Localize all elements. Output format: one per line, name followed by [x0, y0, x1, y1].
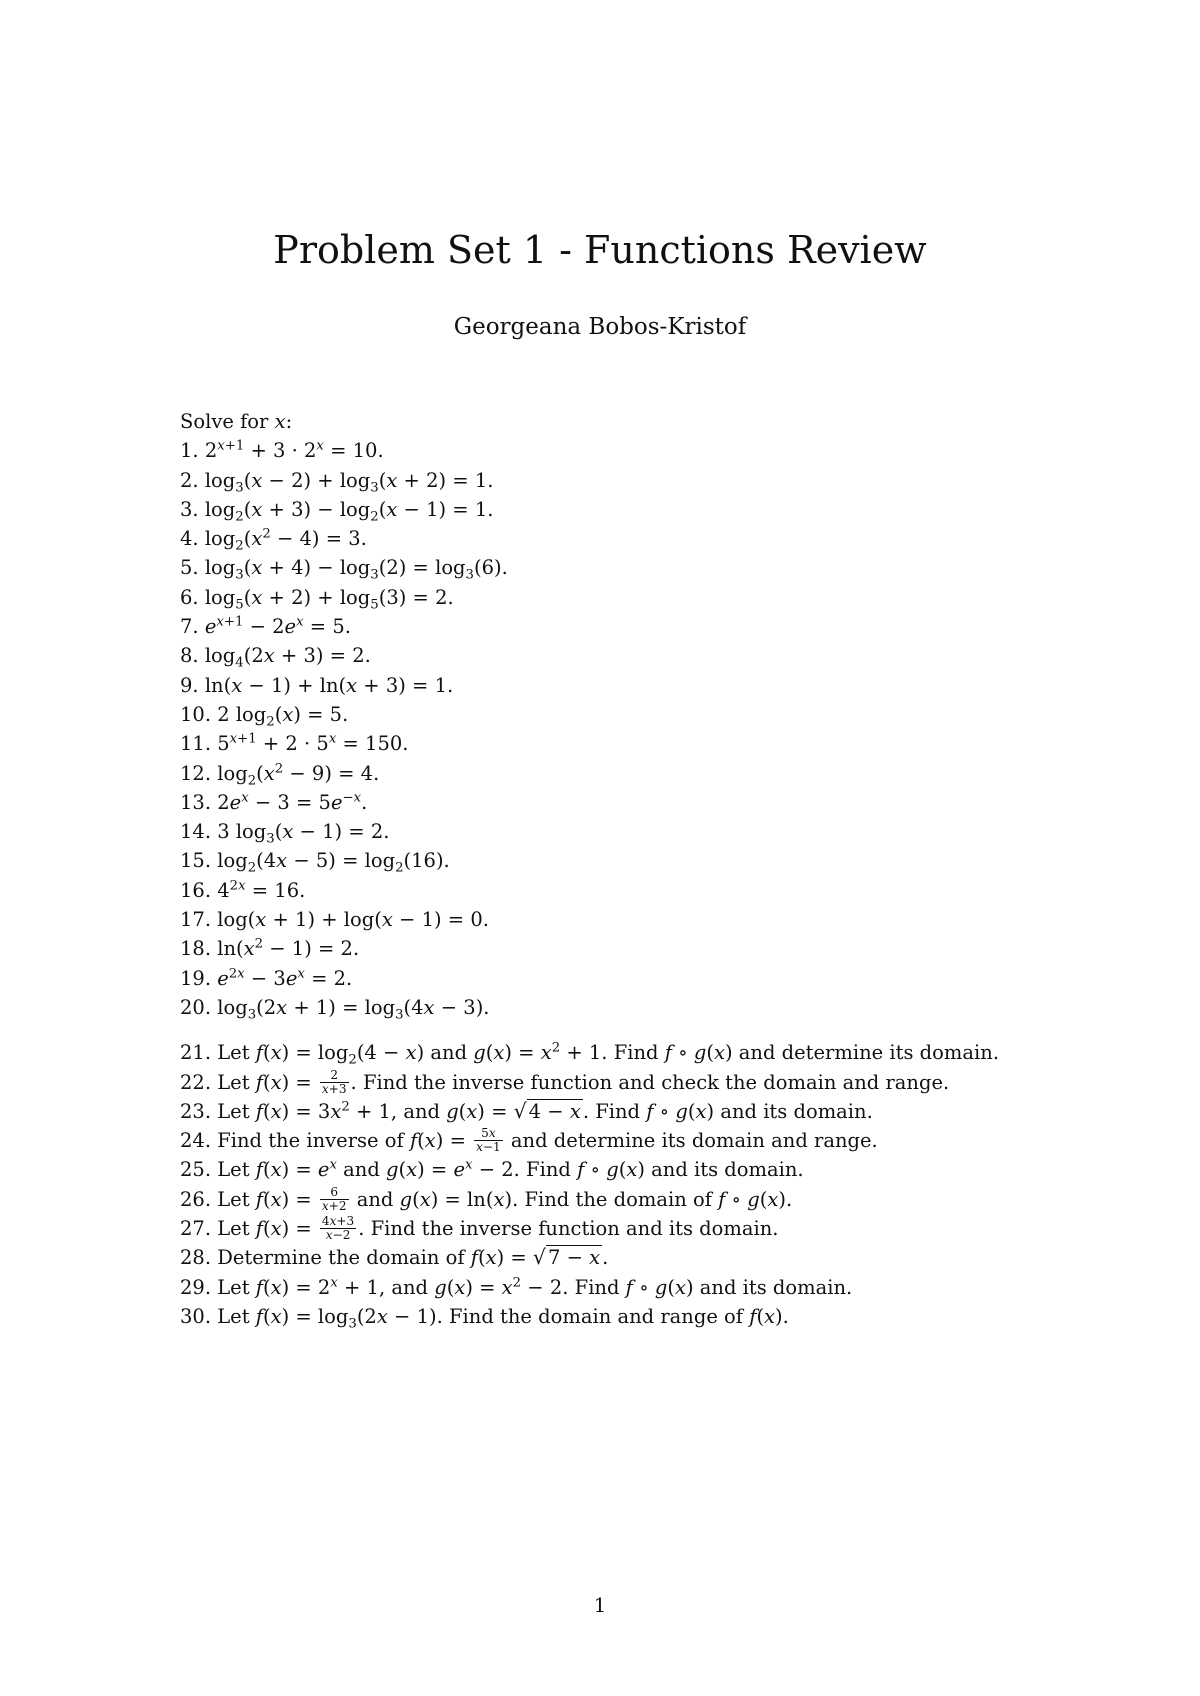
- author-name: Georgeana Bobos-Kristof: [453, 314, 747, 340]
- math-expression: $e^{x+1} - 2e^x = 5$.: [204, 614, 351, 639]
- math-expression: f ∘ g(x): [664, 1041, 733, 1065]
- math-expression: $\log_3(2x + 1) = \log_3(4x - 3)$.: [217, 995, 490, 1023]
- math-expression: f(x): [749, 1304, 783, 1328]
- math-expression: $\log_2(x^2 - 9) = 4$.: [217, 761, 380, 789]
- problem-number: 21.: [180, 1041, 218, 1065]
- problem-13: [180, 788, 1140, 817]
- math-expression: $\log_2(x^2 - 4) = 3$.: [204, 526, 367, 554]
- math-expression: $\log_2(x + 3) - \log_2(x - 1) = 1$.: [204, 497, 494, 525]
- math-expression: $\ln(x^2 - 1) = 2$.: [217, 937, 360, 961]
- problem-2: [180, 466, 1140, 495]
- math-expression: 3 $\log_3(x - 1) = 2$.: [217, 820, 390, 847]
- problem-16: [180, 876, 1140, 905]
- problem-15: [180, 846, 1140, 875]
- problem-number: 6.: [180, 585, 205, 609]
- problem-number: 11.: [180, 732, 218, 756]
- problem-28: 28. Determine the domain of f(x) = √ 7 − x .: [180, 1245, 609, 1270]
- problem-number: 18.: [180, 937, 218, 961]
- problem-4: [180, 524, 1140, 553]
- problem-25: 25. Let $f(x) = e^x$ and $g(x) = e^x - 2$. Find f ∘ g(x) and its domain.: [180, 1158, 804, 1182]
- problem-number: 29.: [180, 1275, 218, 1299]
- math-expression: $f(x) = e^x$: [255, 1158, 337, 1182]
- math-expression: $f(x) = 2^x + 1$: [255, 1275, 379, 1299]
- problem-number: 26.: [180, 1187, 218, 1211]
- math-expression: f(x) = $\frac{5x}{x-1}$: [409, 1126, 501, 1155]
- problem-number: 14.: [180, 820, 218, 844]
- math-expression: f ∘ g(x): [718, 1187, 786, 1211]
- problem-22: 22. Let f(x) = $\frac{2}{x+3}$ . Find the inverse function and check the domain and range.: [180, 1067, 950, 1096]
- math-expression: $\log_5(x + 2) + \log_5(3) = 2$.: [204, 585, 454, 613]
- problem-30: 30. Let $f(x) = \log_3(2x - 1)$. Find the domain and range of f(x).: [180, 1304, 789, 1332]
- math-expression: f ∘ g(x): [577, 1158, 645, 1182]
- math-expression: $\log_4(2x + 3) = 2$.: [204, 644, 371, 672]
- page-number: 1: [593, 1594, 607, 1617]
- problem-1: [180, 436, 1140, 465]
- problem-number: 13.: [180, 790, 218, 814]
- math-expression: $5^{x+1} + 2 \cdot 5^x = 150$.: [217, 731, 409, 756]
- problem-number: 4.: [180, 527, 205, 551]
- problem-number: 12.: [180, 761, 218, 785]
- problem-3: [180, 495, 1140, 524]
- problem-number: 24.: [180, 1129, 218, 1153]
- problem-11: [180, 729, 1140, 758]
- problem-number: 8.: [180, 644, 205, 668]
- page-title: Problem Set 1 - Functions Review: [273, 228, 927, 272]
- problem-number: 22.: [180, 1070, 218, 1094]
- math-expression: $g(x) = e^x - 2$: [386, 1158, 514, 1182]
- problem-7: [180, 612, 1140, 641]
- problem-number: 3.: [180, 497, 205, 521]
- problem-number: 30.: [180, 1304, 218, 1328]
- math-expression: f ∘ g(x): [646, 1099, 715, 1123]
- problem-number: 10.: [180, 702, 218, 726]
- problem-23: 23. Let $f(x) = 3x^2 + 1$, and g(x) = √ 4 − x . Find f ∘ g(x) and its domain.: [180, 1098, 873, 1123]
- problem-number: 1.: [180, 439, 205, 463]
- math-expression: $\log_2(4x - 5) = \log_2(16)$.: [217, 849, 450, 877]
- problem-9: [180, 671, 1140, 700]
- problem-number: 19.: [180, 966, 218, 990]
- problem-12: [180, 759, 1140, 788]
- math-expression: $\log_3(x - 2) + \log_3(x + 2) = 1$.: [204, 468, 494, 496]
- math-expression: 2 $\log_2(x) = 5$.: [217, 702, 349, 730]
- math-expression: g(x) = ln(x): [399, 1187, 513, 1211]
- math-expression: ln(x − 1) + ln(x + 3) = 1.: [204, 673, 454, 697]
- math-expression: $f(x) = \log_2(4 - x)$: [255, 1041, 425, 1068]
- problem-number: 15.: [180, 849, 218, 873]
- math-expression: f(x) = √ 7 − x: [470, 1245, 601, 1270]
- problem-number: 17.: [180, 908, 218, 932]
- problem-number: 27.: [180, 1217, 218, 1241]
- math-expression: $f(x) = \log_3(2x - 1)$: [255, 1304, 437, 1332]
- math-expression: f(x) = $\frac{2}{x+3}$: [255, 1067, 347, 1096]
- problem-number: 2.: [180, 468, 205, 492]
- math-expression: $g(x) = x^2 - 2$: [434, 1275, 563, 1299]
- problem-19: [180, 964, 1140, 993]
- problem-number: 20.: [180, 995, 218, 1019]
- problem-26: 26. Let f(x) = $\frac{6}{x+2}$ and g(x) = ln(x). Find the domain of f ∘ g(x).: [180, 1185, 793, 1213]
- problem-list: [180, 407, 1140, 1331]
- math-expression: f(x) = $\frac{4x+3}{x-2}$: [255, 1214, 355, 1243]
- math-expression: $2^{x+1} + 3 \cdot 2^x = 10$.: [204, 439, 384, 463]
- instructions: Solve for x:: [180, 410, 293, 433]
- problem-number: 28.: [180, 1246, 218, 1270]
- problem-20: [180, 993, 1140, 1022]
- section-spacer: [180, 1022, 1140, 1038]
- problem-8: [180, 641, 1140, 670]
- problem-21: 21. Let $f(x) = \log_2(4 - x)$ and $g(x) = x^2 + 1$. Find f ∘ g(x) and determine its domain.: [180, 1040, 1000, 1068]
- problem-number: 23.: [180, 1099, 218, 1123]
- problem-18: [180, 934, 1140, 963]
- math-expression: $g(x) = x^2 + 1$: [473, 1040, 602, 1065]
- math-expression: f ∘ g(x): [625, 1275, 694, 1299]
- problem-number: 7.: [180, 615, 205, 639]
- problem-14: [180, 817, 1140, 846]
- problem-number: 16.: [180, 878, 218, 902]
- math-expression: f(x) = $\frac{6}{x+2}$: [255, 1185, 347, 1213]
- problem-number: 25.: [180, 1158, 218, 1182]
- math-expression: g(x) = √ 4 − x: [446, 1098, 581, 1123]
- problem-27: 27. Let f(x) = $\frac{4x+3}{x-2}$ . Find the inverse function and its domain.: [180, 1214, 779, 1243]
- math-expression: $\log_3(x + 4) - \log_3(2) = \log_3(6)$.: [204, 556, 508, 584]
- problem-17: [180, 905, 1140, 934]
- problem-6: [180, 583, 1140, 612]
- math-expression: $4^{2x} = 16$.: [217, 878, 306, 902]
- math-expression: $e^{2x} - 3e^x = 2$.: [217, 966, 353, 990]
- problem-5: [180, 553, 1140, 582]
- problem-29: 29. Let $f(x) = 2^x + 1$, and $g(x) = x^2 - 2$. Find f ∘ g(x) and its domain.: [180, 1275, 853, 1299]
- math-expression: $f(x) = 3x^2 + 1$: [255, 1099, 391, 1123]
- math-expression: log(x + 1) + log(x − 1) = 0.: [217, 908, 489, 932]
- problem-number: 9.: [180, 673, 205, 697]
- math-expression: $2e^x - 3 = 5e^{-x}$.: [217, 790, 368, 814]
- problem-number: 5.: [180, 556, 205, 580]
- problem-24: 24. Find the inverse of f(x) = $\frac{5x}{x-1}$ and determine its domain and range.: [180, 1126, 878, 1155]
- problem-10: [180, 700, 1140, 729]
